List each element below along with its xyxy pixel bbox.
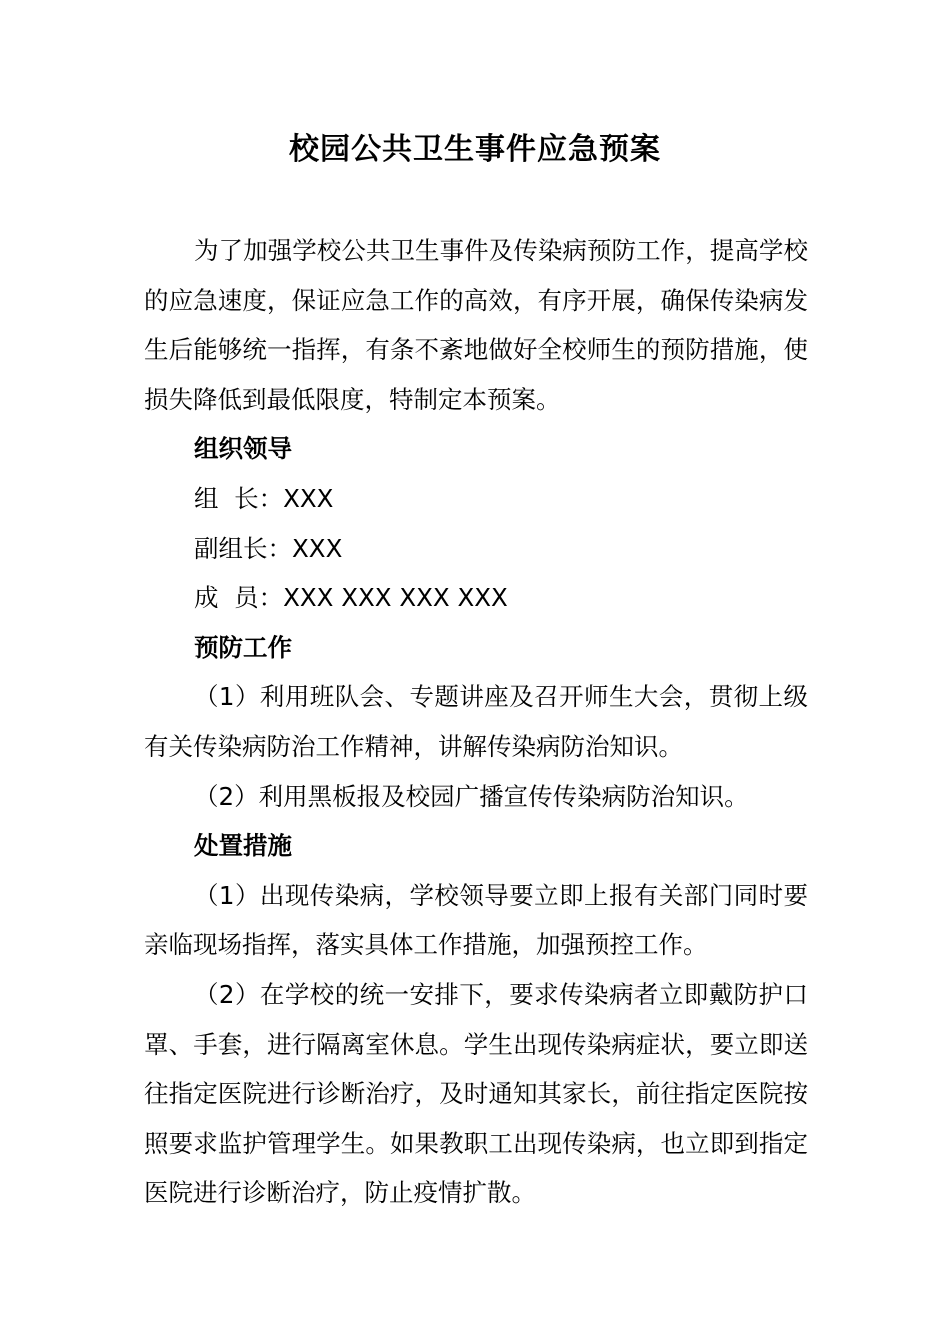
prevention-item-2: （2）利用黑板报及校园广播宣传传染病防治知识。 xyxy=(194,781,749,811)
organization-deputy: 副组长：XXX xyxy=(194,533,343,563)
section-heading-prevention: 预防工作 xyxy=(194,632,292,662)
section-heading-response: 处置措施 xyxy=(194,831,292,861)
section-heading-organization: 组织领导 xyxy=(194,434,292,464)
response-item-2: （2）在学校的统一安排下，要求传染病者立即戴防护口罩、手套，进行隔离室休息。学生出现传染病症状，要立即送往指定医院进行诊断治疗，及时通知其家长，前往指定医院按照要求监护管理学生。如果教职工出现传染病，也立即到指定医院进行诊断治疗，防止疫情扩散。 xyxy=(144,979,808,1208)
document-body xyxy=(144,226,808,1218)
response-item-1: （1）出现传染病，学校领导要立即上报有关部门同时要亲临现场指挥，落实具体工作措施，加强预控工作。 xyxy=(144,880,808,960)
document-title: 校园公共卫生事件应急预案 xyxy=(289,132,661,167)
prevention-item-1: （1）利用班队会、专题讲座及召开师生大会，贯彻上级有关传染病防治工作精神，讲解传染病防治知识。 xyxy=(144,682,808,761)
organization-members: 成 员：XXX XXX XXX XXX xyxy=(194,583,508,613)
organization-leader: 组 长：XXX xyxy=(194,483,334,513)
intro-paragraph: 为了加强学校公共卫生事件及传染病预防工作，提高学校的应急速度，保证应急工作的高效，有序开展，确保传染病发生后能够统一指挥，有条不紊地做好全校师生的预防措施，使损失降低到最低限度，特制定本预案。 xyxy=(144,236,808,414)
